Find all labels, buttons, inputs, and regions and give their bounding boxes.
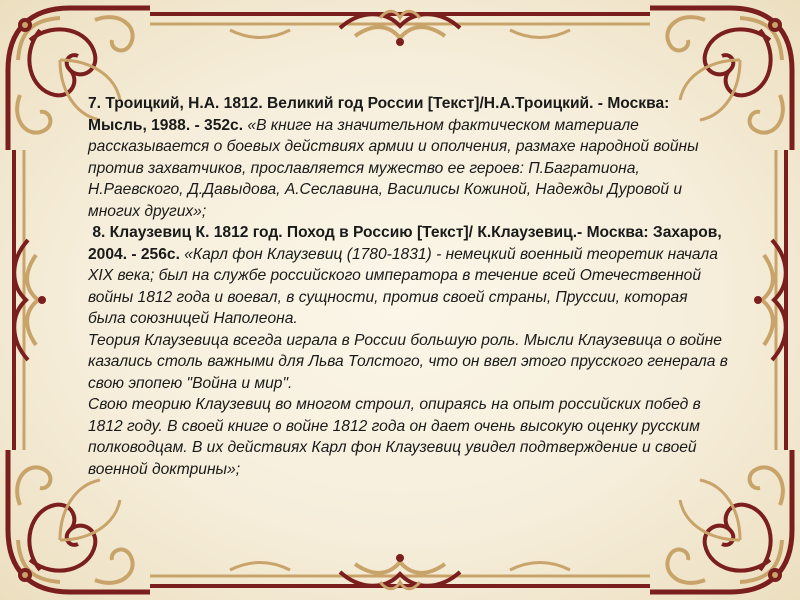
entry-7-annotation: «В книге на значительном фактическом материале рассказывается о боевых действиях армии и ополчения, размахе народной войны против захватчиков, прославляется мужество ее героев: П.Багратиона, Н.Раевского, Д.Давыдова, А.Сеславина, Василисы Кожиной, Надежды Дуровой и многих других»; [88, 116, 699, 220]
entry-8 [88, 222, 728, 330]
paragraph-theory: Свою теорию Клаузевиц во многом строил, опираясь на опыт российских побед в 1812 году. В своей книге о войне 1812 года он дает очень высокую оценку русским полководцам. В их действиях Карл фон Клаузевиц увидел подтверждение и своей военной доктрины»; [88, 396, 701, 478]
entry-8-annotation: «Карл фон Клаузевиц (1780-1831) - немецкий военный теоретик начала XIX века; был на службе российского императора в течение всей Отечественной войны 1812 года и воевал, в сущности, против своей страны, Пруссии, которая была союзницей Наполеона. [88, 245, 718, 327]
entry-7 [88, 93, 728, 222]
entry-7-citation: 7. Троицкий, Н.А. 1812. Великий год России [Текст]/Н.А.Троицкий. - Москва: Мысль, 1988. - 352с. [88, 95, 670, 134]
paragraph-tolstoy: Теория Клаузевица всегда играла в России большую роль. Мысли Клаузевица о войне казались столь важными для Льва Толстого, что он ввел этого прусского генерала в свою эпопею "Война и мир". [88, 331, 728, 392]
bibliography-text [88, 93, 728, 480]
entry-8-citation: 8. Клаузевиц К. 1812 год. Поход в Россию [Текст]/ К.Клаузевиц.- Москва: Захаров, 2004. - 256с. [88, 224, 722, 263]
